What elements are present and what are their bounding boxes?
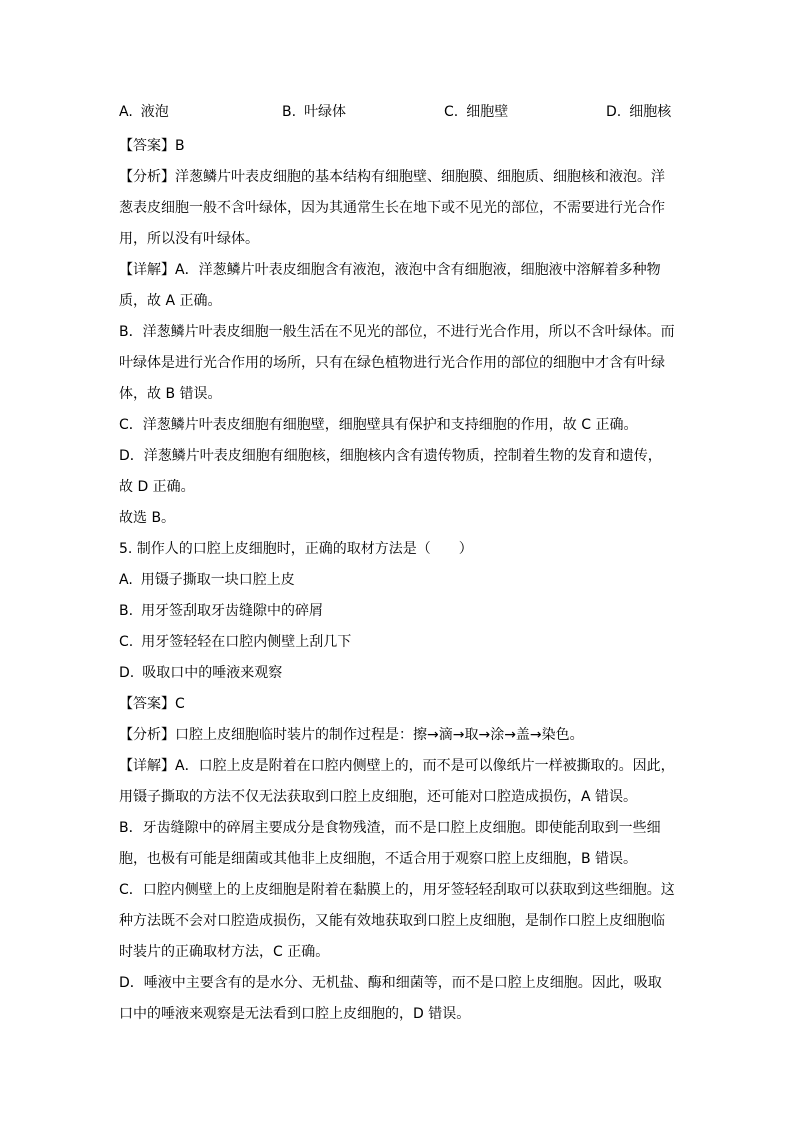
option-text: 细胞壁 (466, 104, 509, 120)
q4-option-d (606, 101, 671, 123)
q5-option-d (119, 658, 675, 689)
option-key: D. (119, 665, 135, 681)
answer-label: 【答案】 (119, 696, 175, 712)
option-key: D. (606, 104, 622, 120)
option-key: B. (282, 104, 297, 120)
answer-value: B (175, 138, 185, 154)
q4-option-a (119, 101, 169, 123)
analysis-text: 洋葱鳞片叶表皮细胞的基本结构有细胞壁、细胞膜、细胞质、细胞核和液泡。洋葱表皮细胞一般不含叶绿体，因为其通常生长在地下或不见光的部位，不需要进行光合作用，所以没有叶绿体。 (119, 169, 665, 247)
q5-detail-d: D．唾液中主要含有的是水分、无机盐、酶和细菌等，而不是口腔上皮细胞。因此，吸取口中的唾液来观察是无法看到口腔上皮细胞的，D 错误。 (119, 975, 662, 1022)
answer-value: C (175, 696, 185, 712)
q4-detail-a (119, 255, 675, 317)
option-key: C. (119, 634, 134, 650)
option-text: 叶绿体 (304, 104, 347, 120)
detail-label: 【详解】 (119, 262, 175, 278)
q5-stem: 5. 制作人的口腔上皮细胞时，正确的取材方法是（ ） (119, 541, 473, 557)
q5-option-a (119, 565, 675, 596)
option-text: 用镊子撕取一块口腔上皮 (140, 572, 295, 588)
q5-detail-a (119, 751, 675, 813)
q4-answer (119, 131, 675, 162)
analysis-label: 【分析】 (119, 169, 175, 185)
analysis-label: 【分析】 (119, 727, 175, 743)
q5-option-b (119, 596, 675, 627)
q4-detail-d: D．洋葱鳞片叶表皮细胞有细胞核，细胞核内含有遗传物质，控制着生物的发育和遗传，故 D 正确。 (119, 448, 662, 495)
q4-conclusion: 故选 B。 (119, 510, 176, 526)
detail-text: A．洋葱鳞片叶表皮细胞含有液泡，液泡中含有细胞液，细胞液中溶解着多种物质，故 A 正确。 (119, 262, 661, 309)
q4-analysis (119, 162, 675, 255)
detail-label: 【详解】 (119, 758, 175, 774)
option-text: 细胞核 (629, 104, 672, 120)
option-key: A. (119, 572, 133, 588)
detail-text: A．口腔上皮是附着在口腔内侧壁上的，而不是可以像纸片一样被撕取的。因此，用镊子撕取的方法不仅无法获取到口腔上皮细胞，还可能对口腔造成损伤，A 错误。 (119, 758, 675, 805)
analysis-text: 口腔上皮细胞临时装片的制作过程是：擦→滴→取→涂→盖→染色。 (175, 727, 584, 743)
option-text: 用牙签刮取牙齿缝隙中的碎屑 (141, 603, 324, 619)
option-text: 吸取口中的唾液来观察 (142, 665, 283, 681)
q5-answer (119, 689, 675, 720)
option-text: 液泡 (140, 104, 169, 120)
q5-option-c (119, 627, 675, 658)
answer-label: 【答案】 (119, 138, 175, 154)
q4-detail-c: C．洋葱鳞片叶表皮细胞有细胞壁，细胞壁具有保护和支持细胞的作用，故 C 正确。 (119, 417, 638, 433)
option-key: C. (444, 104, 459, 120)
q4-option-b (282, 101, 346, 123)
q4-option-c (444, 101, 508, 123)
q5-detail-b: B．牙齿缝隙中的碎屑主要成分是食物残渣，而不是口腔上皮细胞。即使能刮取到一些细胞，也极有可能是细菌或其他非上皮细胞，不适合用于观察口腔上皮细胞，B 错误。 (119, 820, 661, 867)
q4-options (119, 101, 679, 123)
q5-analysis (119, 720, 675, 751)
option-text: 用牙签轻轻在口腔内侧壁上刮几下 (141, 634, 352, 650)
q5-detail-c: C．口腔内侧壁上的上皮细胞是附着在黏膜上的，用牙签轻轻刮取可以获取到这些细胞。这种方法既不会对口腔造成损伤，又能有效地获取到口腔上皮细胞，是制作口腔上皮细胞临时装片的正确取材方法，C 正确。 (119, 882, 675, 960)
document-body (119, 131, 675, 1030)
option-key: B. (119, 603, 134, 619)
option-key: A. (119, 104, 133, 120)
q4-detail-b: B．洋葱鳞片叶表皮细胞一般生活在不见光的部位，不进行光合作用，所以不含叶绿体。而叶绿体是进行光合作用的场所，只有在绿色植物进行光合作用的部位的细胞中才含有叶绿体，故 B 错误。 (119, 324, 675, 402)
